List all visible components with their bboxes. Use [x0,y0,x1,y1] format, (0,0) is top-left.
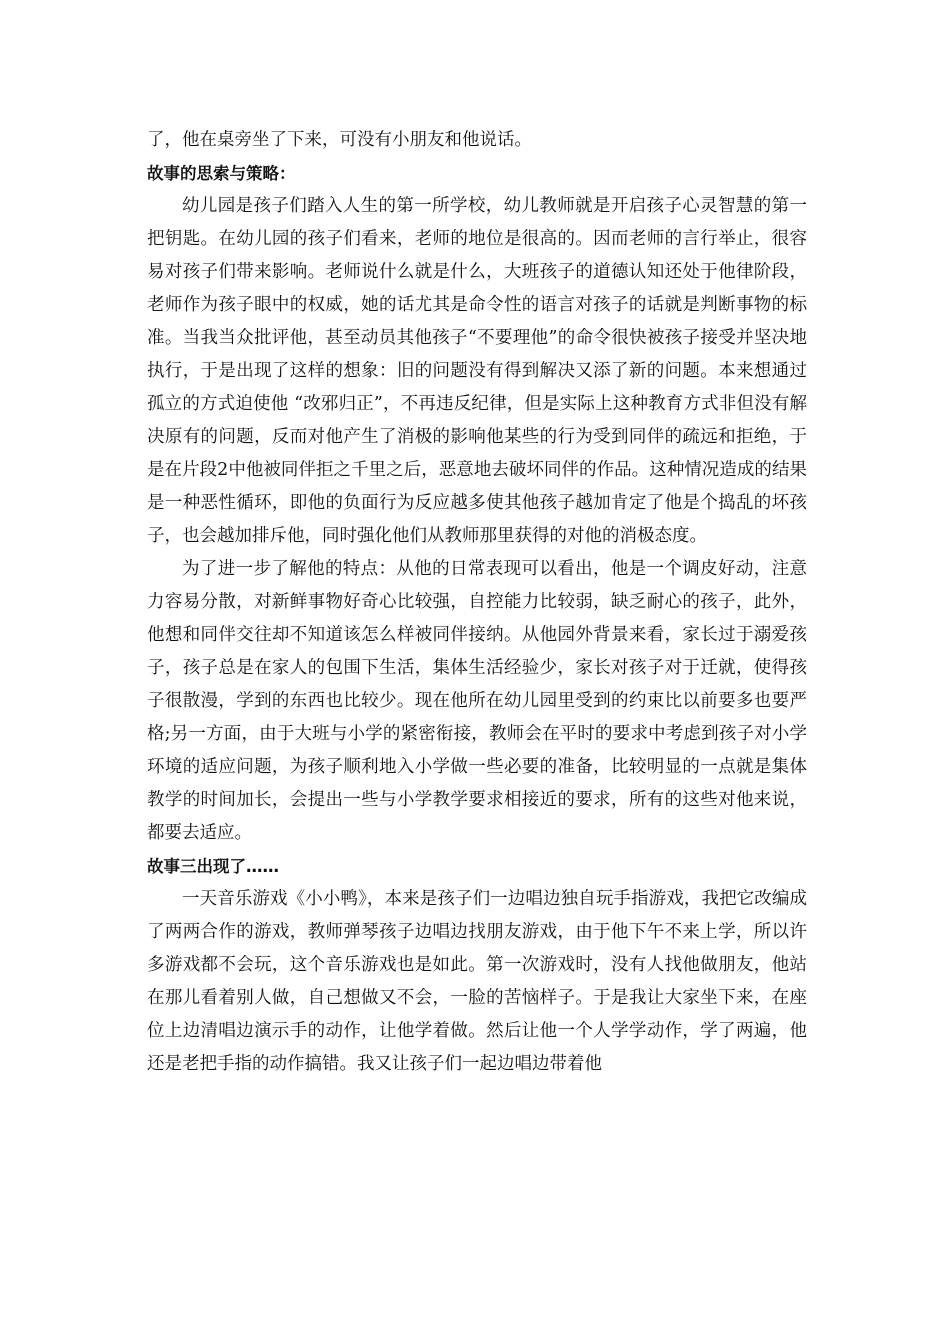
section-heading-story-three: 故事三出现了…… [147,857,279,876]
document-body [147,124,807,1081]
paragraph-continuation: 了，他在桌旁坐了下来，可没有小朋友和他说话。 [147,130,532,150]
section-heading-reflection-strategy: 故事的思索与策略： [147,164,296,183]
paragraph-child-characteristics: 为了进一步了解他的特点：从他的日常表现可以看出，他是一个调皮好动，注意力容易分散，对新鲜事物好奇心比较强，自控能力比较弱，缺乏耐心的孩子，此外，他想和同伴交往却不知道该怎么样被同伴接纳。从他园外背景来看，家长过于溺爱孩子，孩子总是在家人的包围下生活，集体生活经验少，家长对孩子对于迁就，使得孩子很散漫，学到的东西也比较少。现在他所在幼儿园里受到的约束比以前要多也要严格;另一方面，由于大班与小学的紧密衔接，教师会在平时的要求中考虑到孩子对小学环境的适应问题，为孩子顺利地入小学做一些必要的准备，比较明显的一点就是集体教学的时间加长，会提出一些与小学教学要求相接近的要求，所有的这些对他来说，都要去适应。 [147,559,807,843]
paragraph-kindergarten-teacher-influence: 幼儿园是孩子们踏入人生的第一所学校，幼儿教师就是开启孩子心灵智慧的第一把钥匙。在幼儿园的孩子们看来，老师的地位是很高的。因而老师的言行举止，很容易对孩子们带来影响。老师说什么就是什么，大班孩子的道德认知还处于他律阶段，老师作为孩子眼中的权威，她的话尤其是命令性的语言对孩子的话就是判断事物的标准。当我当众批评他，甚至动员其他孩子“不要理他”的命令很快被孩子接受并坚决地执行，于是出现了这样的想象：旧的问题没有得到解决又添了新的问题。本来想通过孤立的方式迫使他 “改邪归正”，不再违反纪律，但是实际上这种教育方式非但没有解决原有的问题，反而对他产生了消极的影响他某些的行为受到同伴的疏远和拒绝，于是在片段2中他被同伴拒之千里之后，恶意地去破坏同伴的作品。这种情况造成的结果是一种恶性循环，即他的负面行为反应越多使其他孩子越加肯定了他是个捣乱的坏孩子，也会越加排斥他，同时强化他们从教师那里获得的对他的消极态度。 [147,196,807,546]
paragraph-music-game: 一天音乐游戏《小小鸭》，本来是孩子们一边唱边独自玩手指游戏，我把它改编成了两两合作的游戏，教师弹琴孩子边唱边找朋友游戏，由于他下午不来上学，所以许多游戏都不会玩，这个音乐游戏也是如此。第一次游戏时，没有人找他做朋友，他站在那儿看着别人做，自己想做又不会，一脸的苦恼样子。于是我让大家坐下来，在座位上边清唱边演示手的动作，让他学着做。然后让他一个人学学动作，学了两遍，他还是老把手指的动作搞错。我又让孩子们一起边唱边带着他 [147,889,807,1074]
